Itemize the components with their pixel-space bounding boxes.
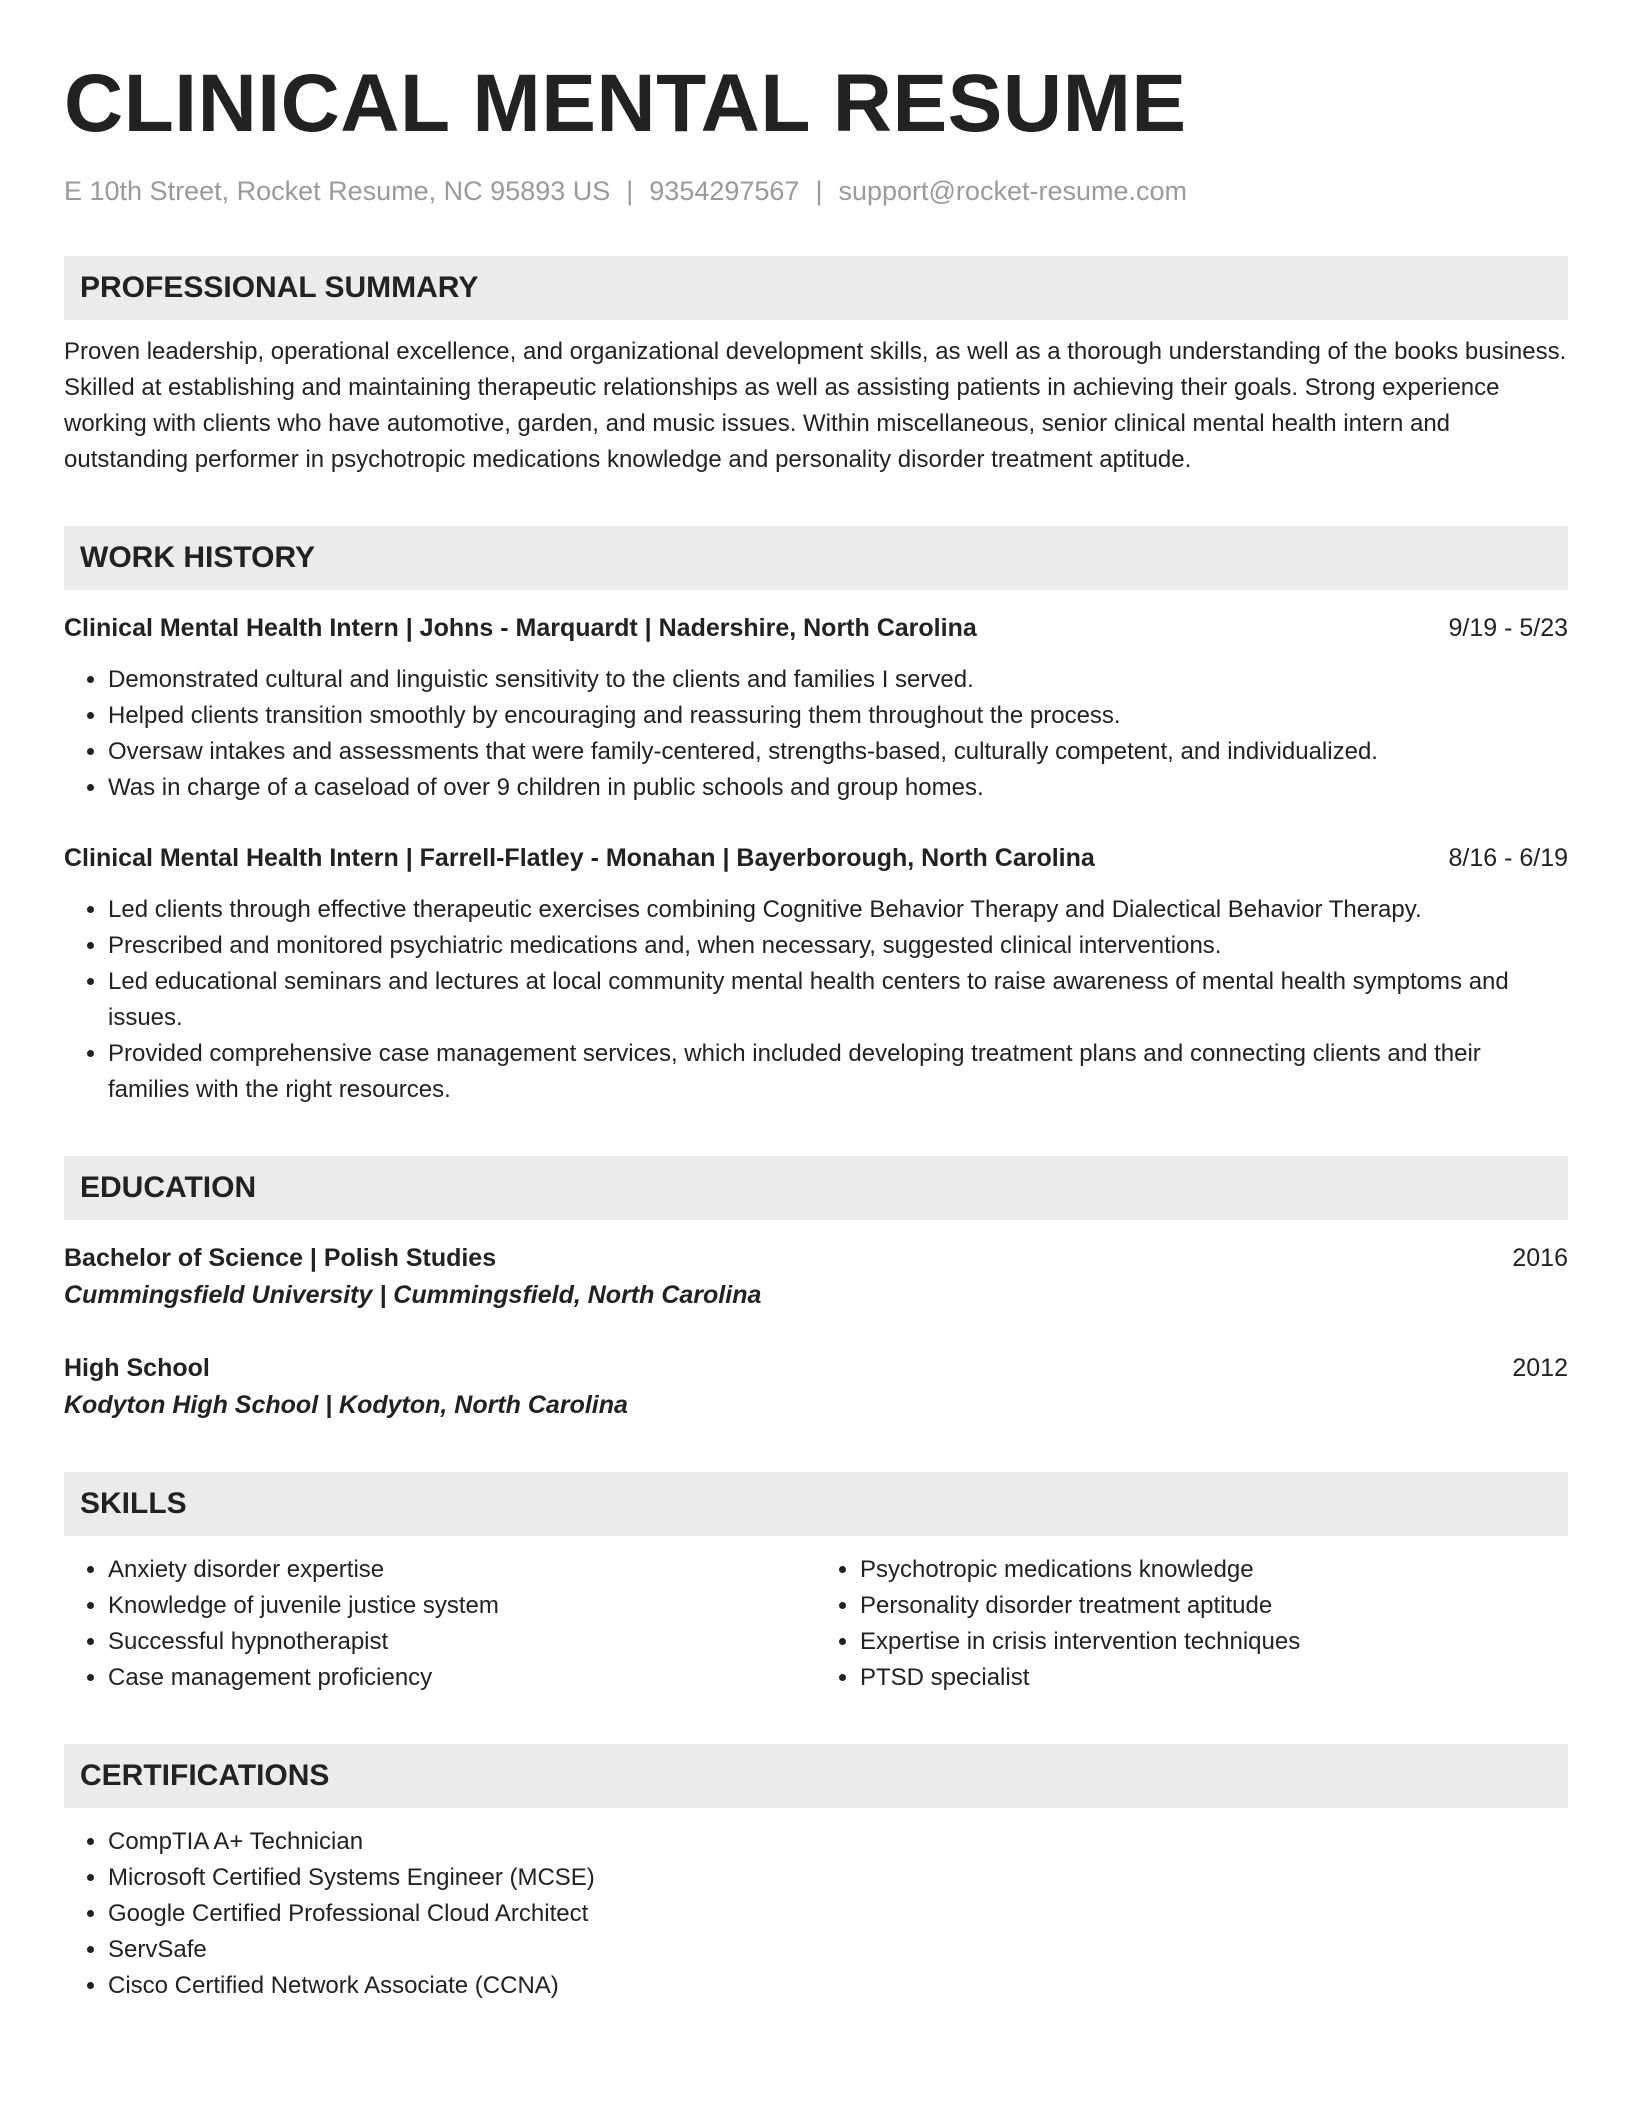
contact-separator: |: [626, 176, 634, 206]
skill-item: • Case management proficiency: [108, 1660, 816, 1696]
job-bullet: • Oversaw intakes and assessments that were family-centered, strengths-based, culturally competent, and individualized.: [108, 734, 1568, 770]
skill-item: • Personality disorder treatment aptitude: [860, 1588, 1568, 1624]
certification-item: • Microsoft Certified Systems Engineer (MCSE): [108, 1860, 1568, 1896]
section-header-skills: SKILLS: [64, 1472, 1568, 1536]
skill-item: • Knowledge of juvenile justice system: [108, 1588, 816, 1624]
education-entry: [64, 1350, 1568, 1424]
skills-column-right: [816, 1552, 1568, 1696]
education-degree: Bachelor of Science | Polish Studies: [64, 1244, 497, 1272]
section-header-certifications: CERTIFICATIONS: [64, 1744, 1568, 1808]
job-dates: 8/16 - 6/19: [1448, 844, 1568, 872]
education-school: Kodyton High School | Kodyton, North Carolina: [64, 1391, 628, 1419]
job-title: Clinical Mental Health Intern | Farrell-Flatley - Monahan | Bayerborough, North Carolina: [64, 844, 1095, 872]
contact-phone: 9354297567: [649, 176, 800, 206]
job-entry: [64, 840, 1568, 1108]
skills-column-left: [64, 1552, 816, 1696]
job-bullet: • Demonstrated cultural and linguistic sensitivity to the clients and families I served.: [108, 662, 1568, 698]
section-header-education: EDUCATION: [64, 1156, 1568, 1220]
contact-line: [64, 174, 1568, 208]
job-bullet: • Provided comprehensive case management services, which included developing treatment plans and connecting clients and their families with the right resources.: [108, 1036, 1568, 1108]
skill-item: • Anxiety disorder expertise: [108, 1552, 816, 1588]
certification-item: • CompTIA A+ Technician: [108, 1824, 1568, 1860]
section-header-summary: PROFESSIONAL SUMMARY: [64, 256, 1568, 320]
skills-list: [64, 1552, 1568, 1696]
job-bullets: [64, 892, 1568, 1108]
certification-item: • Google Certified Professional Cloud Architect: [108, 1896, 1568, 1932]
contact-email: support@rocket-resume.com: [838, 176, 1187, 206]
skill-item: • Expertise in crisis intervention techniques: [860, 1624, 1568, 1660]
job-bullet: • Led clients through effective therapeutic exercises combining Cognitive Behavior Therapy and Dialectical Behavior Therapy.: [108, 892, 1568, 928]
skill-item: • Successful hypnotherapist: [108, 1624, 816, 1660]
job-bullet: • Led educational seminars and lectures at local community mental health centers to raise awareness of mental health symptoms and issues.: [108, 964, 1568, 1036]
job-bullet: • Helped clients transition smoothly by encouraging and reassuring them throughout the process.: [108, 698, 1568, 734]
skill-item: • PTSD specialist: [860, 1660, 1568, 1696]
certifications-list: [64, 1824, 1568, 2004]
job-bullets: [64, 662, 1568, 806]
education-degree: High School: [64, 1354, 210, 1382]
education-year: 2016: [1512, 1244, 1568, 1272]
job-bullet: • Prescribed and monitored psychiatric medications and, when necessary, suggested clinical interventions.: [108, 928, 1568, 964]
job-title: Clinical Mental Health Intern | Johns - Marquardt | Nadershire, North Carolina: [64, 614, 977, 642]
education-entry: [64, 1240, 1568, 1314]
certification-item: • ServSafe: [108, 1932, 1568, 1968]
contact-separator: |: [815, 176, 823, 206]
certification-item: • Cisco Certified Network Associate (CCNA): [108, 1968, 1568, 2004]
resume-title: CLINICAL MENTAL RESUME: [64, 58, 1187, 149]
job-dates: 9/19 - 5/23: [1448, 614, 1568, 642]
education-year: 2012: [1512, 1354, 1568, 1382]
skill-item: • Psychotropic medications knowledge: [860, 1552, 1568, 1588]
job-bullet: • Was in charge of a caseload of over 9 children in public schools and group homes.: [108, 770, 1568, 806]
section-header-work-history: WORK HISTORY: [64, 526, 1568, 590]
summary-text: Proven leadership, operational excellence, and organizational development skills, as well as a thorough understanding of the books business. Skilled at establishing and maintaining therapeutic relationships as well as assisting patients in achieving their goals. Strong experience working with clients who have automotive, garden, and music issues. Within miscellaneous, senior clinical mental health intern and outstanding performer in psychotropic medications knowledge and personality disorder treatment aptitude.: [64, 338, 1567, 473]
education-school: Cummingsfield University | Cummingsfield, North Carolina: [64, 1281, 762, 1309]
contact-address: E 10th Street, Rocket Resume, NC 95893 US: [64, 176, 611, 206]
job-entry: [64, 610, 1568, 806]
